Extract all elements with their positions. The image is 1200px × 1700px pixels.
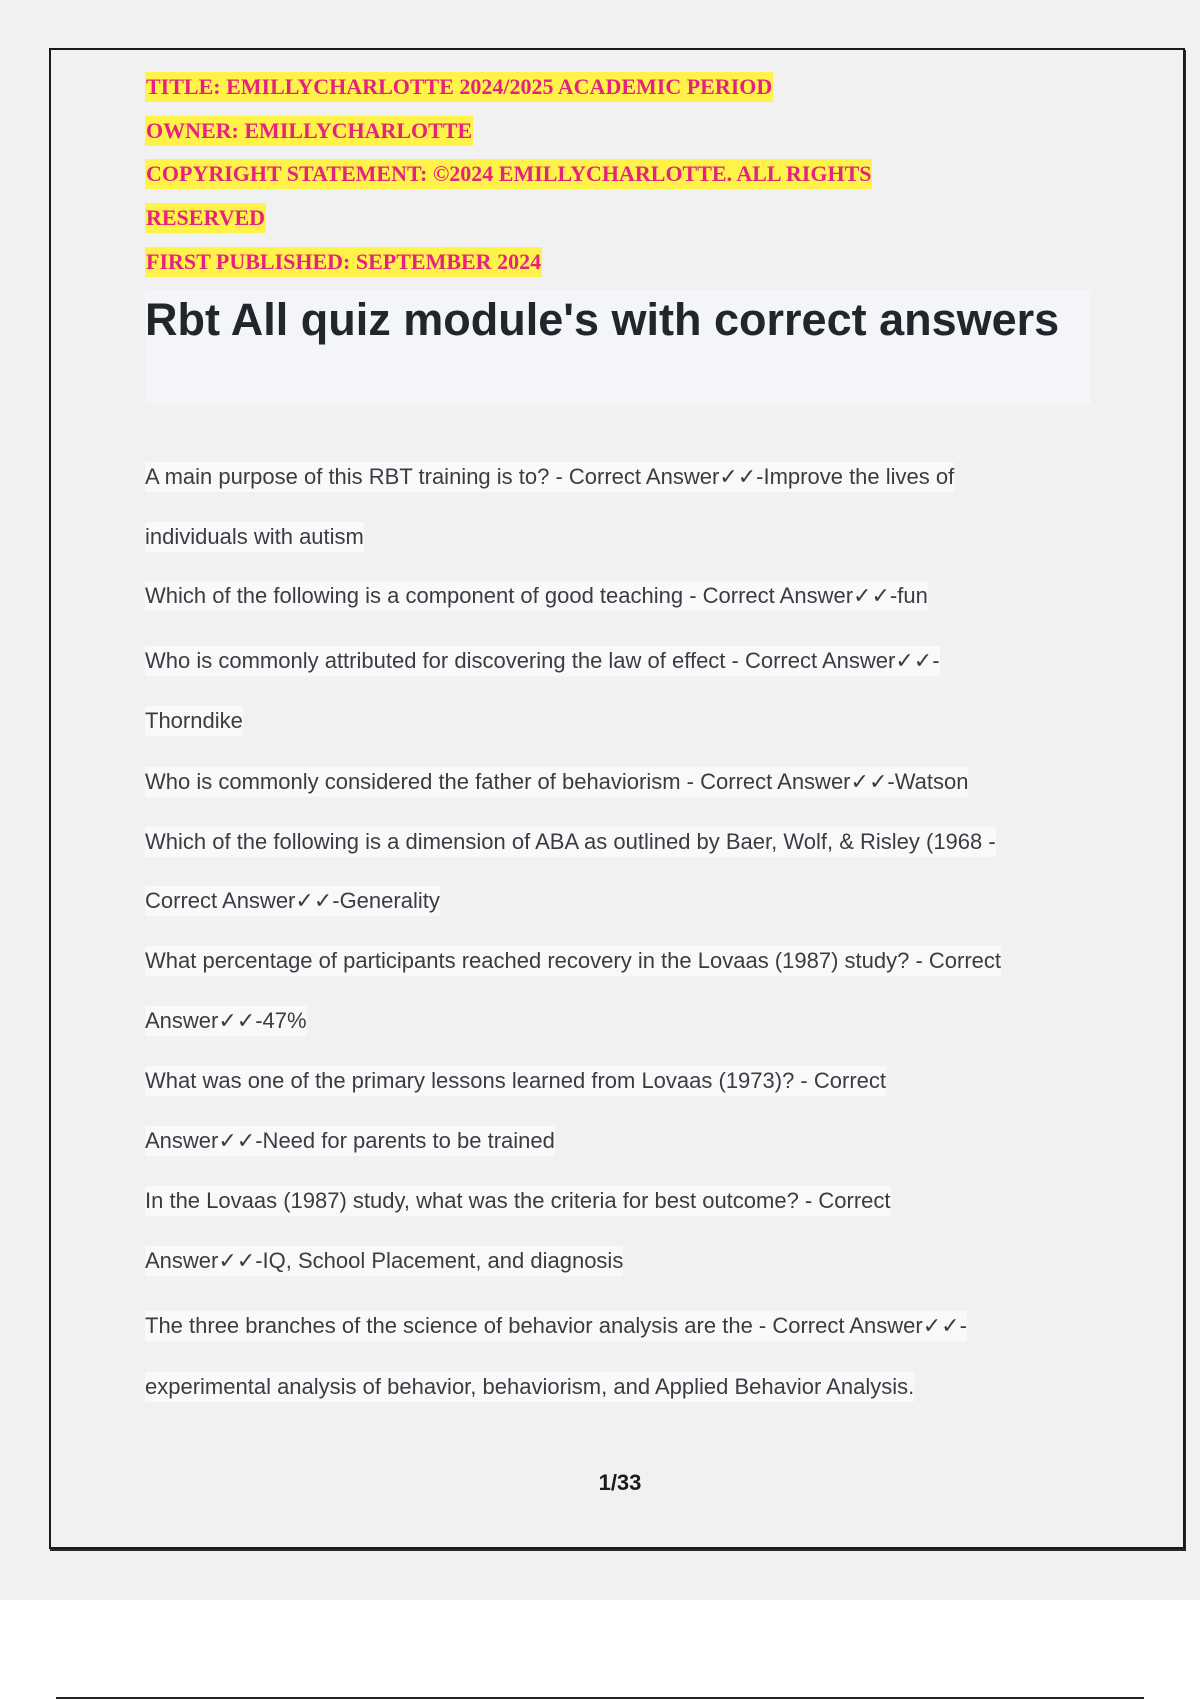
meta-copyright-line: COPYRIGHT STATEMENT: ©2024 EMILLYCHARLOTTE. ALL RIGHTS	[145, 159, 872, 189]
qa-line: experimental analysis of behavior, behaviorism, and Applied Behavior Analysis.	[145, 1372, 914, 1402]
qa-line: Correct Answer✓✓-Generality	[145, 886, 440, 916]
qa-line: A main purpose of this RBT training is to? - Correct Answer✓✓-Improve the lives of	[145, 462, 954, 492]
meta-published-line: FIRST PUBLISHED: SEPTEMBER 2024	[145, 247, 542, 277]
meta-copyright-line-continued: RESERVED	[145, 203, 266, 233]
qa-line: In the Lovaas (1987) study, what was the criteria for best outcome? - Correct	[145, 1186, 891, 1216]
qa-line: What percentage of participants reached recovery in the Lovaas (1987) study? - Correct	[145, 946, 1001, 976]
meta-title-line: TITLE: EMILLYCHARLOTTE 2024/2025 ACADEMIC PERIOD	[145, 72, 773, 102]
qa-line: Answer✓✓-Need for parents to be trained	[145, 1126, 555, 1156]
qa-line: individuals with autism	[145, 522, 364, 552]
document-title: Rbt All quiz module's with correct answers	[145, 294, 1060, 345]
page-number: 1/33	[598, 1470, 642, 1495]
qa-line: What was one of the primary lessons learned from Lovaas (1973)? - Correct	[145, 1066, 886, 1096]
qa-line: The three branches of the science of behavior analysis are the - Correct Answer✓✓-	[145, 1311, 967, 1341]
meta-owner-line: OWNER: EMILLYCHARLOTTE	[145, 116, 473, 146]
qa-line: Answer✓✓-IQ, School Placement, and diagnosis	[145, 1246, 623, 1276]
qa-line: Who is commonly considered the father of behaviorism - Correct Answer✓✓-Watson	[145, 767, 968, 797]
qa-line: Thorndike	[145, 706, 243, 736]
footer-rule	[56, 1697, 1144, 1699]
qa-line: Answer✓✓-47%	[145, 1006, 307, 1036]
qa-line: Who is commonly attributed for discovering the law of effect - Correct Answer✓✓-	[145, 646, 940, 676]
qa-line: Which of the following is a dimension of ABA as outlined by Baer, Wolf, & Risley (1968 -	[145, 827, 996, 857]
qa-line: Which of the following is a component of good teaching - Correct Answer✓✓-fun	[145, 581, 928, 611]
